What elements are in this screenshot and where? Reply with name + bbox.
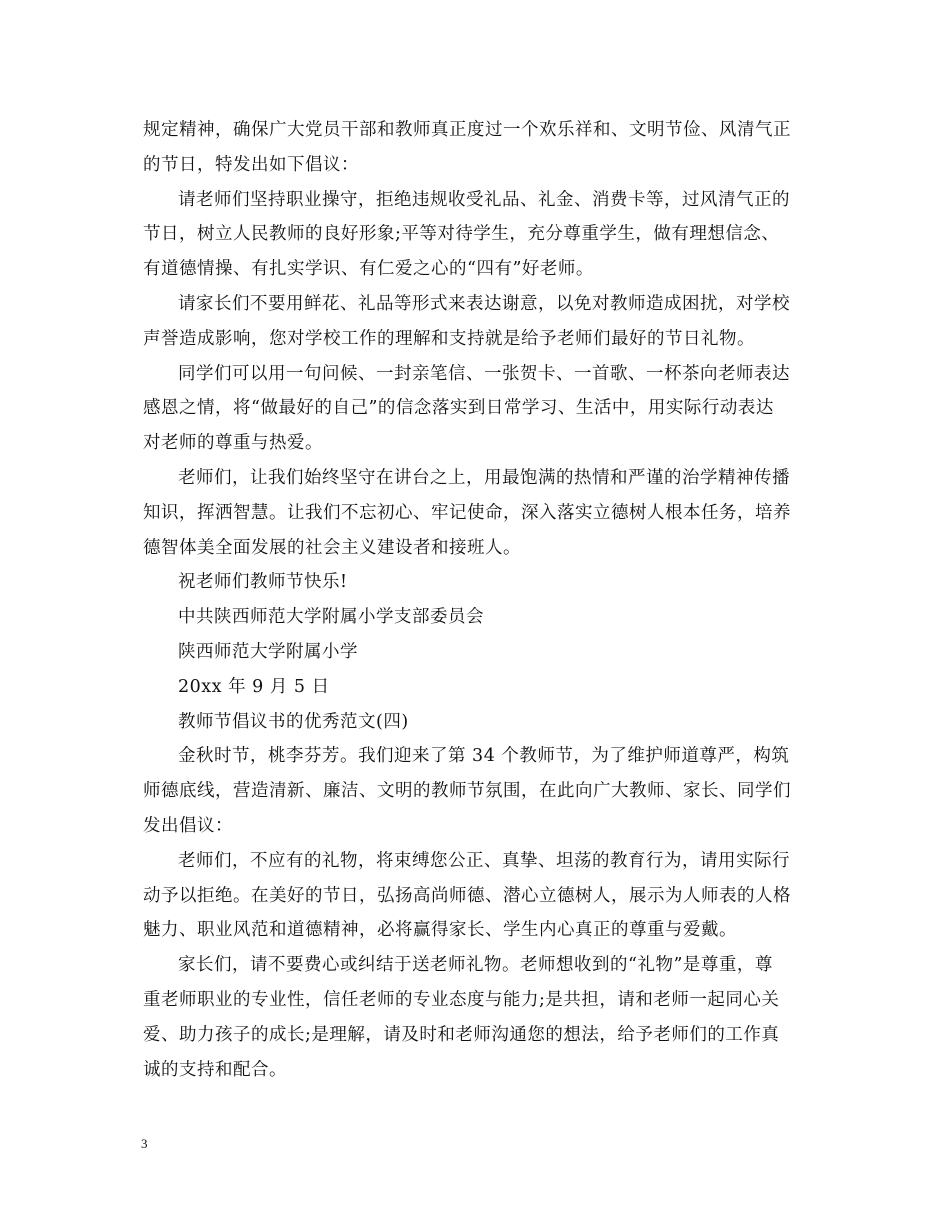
paragraph — [143, 948, 813, 1087]
text-line: 动予以拒绝。在美好的节日，弘扬高尚师德、潜心立德树人，展示为人师表的人格 — [143, 885, 791, 906]
text-line: 同学们可以用一句问候、一封亲笔信、一张贺卡、一首歌、一杯茶向老师表达 — [178, 363, 790, 384]
text-line: 知识，挥洒智慧。让我们不忘初心、牢记使命，深入落实立德树人根本任务，培养 — [143, 502, 791, 523]
text-line: 师德底线，营造清新、廉洁、文明的教师节氛围，在此向广大教师、家长、同学们 — [143, 781, 791, 802]
text-line: 家长们，请不要费心或纠结于送老师礼物。老师想收到的“礼物”是尊重，尊 — [178, 955, 773, 976]
paragraph — [143, 844, 813, 948]
text-line: 爱、助力孩子的成长;是理解，请及时和老师沟通您的想法，给予老师们的工作真 — [143, 1024, 780, 1045]
text-line: 规定精神，确保广大党员干部和教师真正度过一个欢乐祥和、文明节俭、风清气正 — [143, 120, 791, 140]
text-line: 祝老师们教师节快乐! — [178, 572, 348, 593]
paragraph — [143, 670, 813, 705]
text-line: 感恩之情，将“做最好的自己”的信念落实到日常学习、生活中，用实际行动表达 — [143, 398, 774, 419]
paragraph — [143, 287, 813, 357]
text-line: 德智体美全面发展的社会主义建设者和接班人。 — [143, 537, 521, 558]
paragraph — [143, 357, 813, 461]
text-line: 对老师的尊重与热爱。 — [143, 433, 323, 454]
text-line: 请家长们不要用鲜花、礼品等形式来表达谢意，以免对教师造成困扰，对学校 — [178, 293, 790, 314]
text-line: 中共陕西师范大学附属小学支部委员会 — [178, 607, 484, 628]
text-line: 金秋时节，桃李芬芳。我们迎来了第 34 个教师节，为了维护师道尊严，构筑 — [178, 746, 790, 767]
paragraph — [143, 565, 813, 600]
text-line: 发出倡议： — [143, 815, 233, 836]
text-line: 声誉造成影响，您对学校工作的理解和支持就是给予老师们最好的节日礼物。 — [143, 328, 755, 349]
paragraph — [143, 635, 813, 670]
paragraph — [143, 461, 813, 565]
text-line: 请老师们坚持职业操守，拒绝违规收受礼品、礼金、消费卡等，过风清气正的 — [178, 189, 790, 210]
text-line: 诚的支持和配合。 — [143, 1059, 287, 1080]
paragraph — [143, 600, 813, 635]
text-line: 陕西师范大学附属小学 — [178, 641, 358, 662]
paragraph — [143, 705, 813, 740]
text-line: 的节日，特发出如下倡议： — [143, 154, 359, 175]
paragraph — [143, 113, 813, 183]
document-body — [143, 113, 813, 1087]
text-line: 有道德情操、有扎实学识、有仁爱之心的“四有”好老师。 — [143, 259, 594, 280]
paragraph — [143, 739, 813, 843]
paragraph — [143, 183, 813, 287]
page-number: 3 — [141, 1136, 148, 1151]
text-line: 魅力、职业风范和道德精神，必将赢得家长、学生内心真正的尊重与爱戴。 — [143, 920, 737, 941]
text-line: 老师们，让我们始终坚守在讲台之上，用最饱满的热情和严谨的治学精神传播 — [178, 467, 790, 488]
text-line: 老师们，不应有的礼物，将束缚您公正、真挚、坦荡的教育行为，请用实际行 — [178, 850, 790, 871]
text-line: 20xx 年 9 月 5 日 — [178, 676, 330, 697]
text-line: 重老师职业的专业性，信任老师的专业态度与能力;是共担，请和老师一起同心关 — [143, 989, 780, 1010]
text-line: 节日，树立人民教师的良好形象;平等对待学生，充分尊重学生，做有理想信念、 — [143, 224, 780, 245]
text-line: 教师节倡议书的优秀范文(四) — [178, 711, 409, 732]
